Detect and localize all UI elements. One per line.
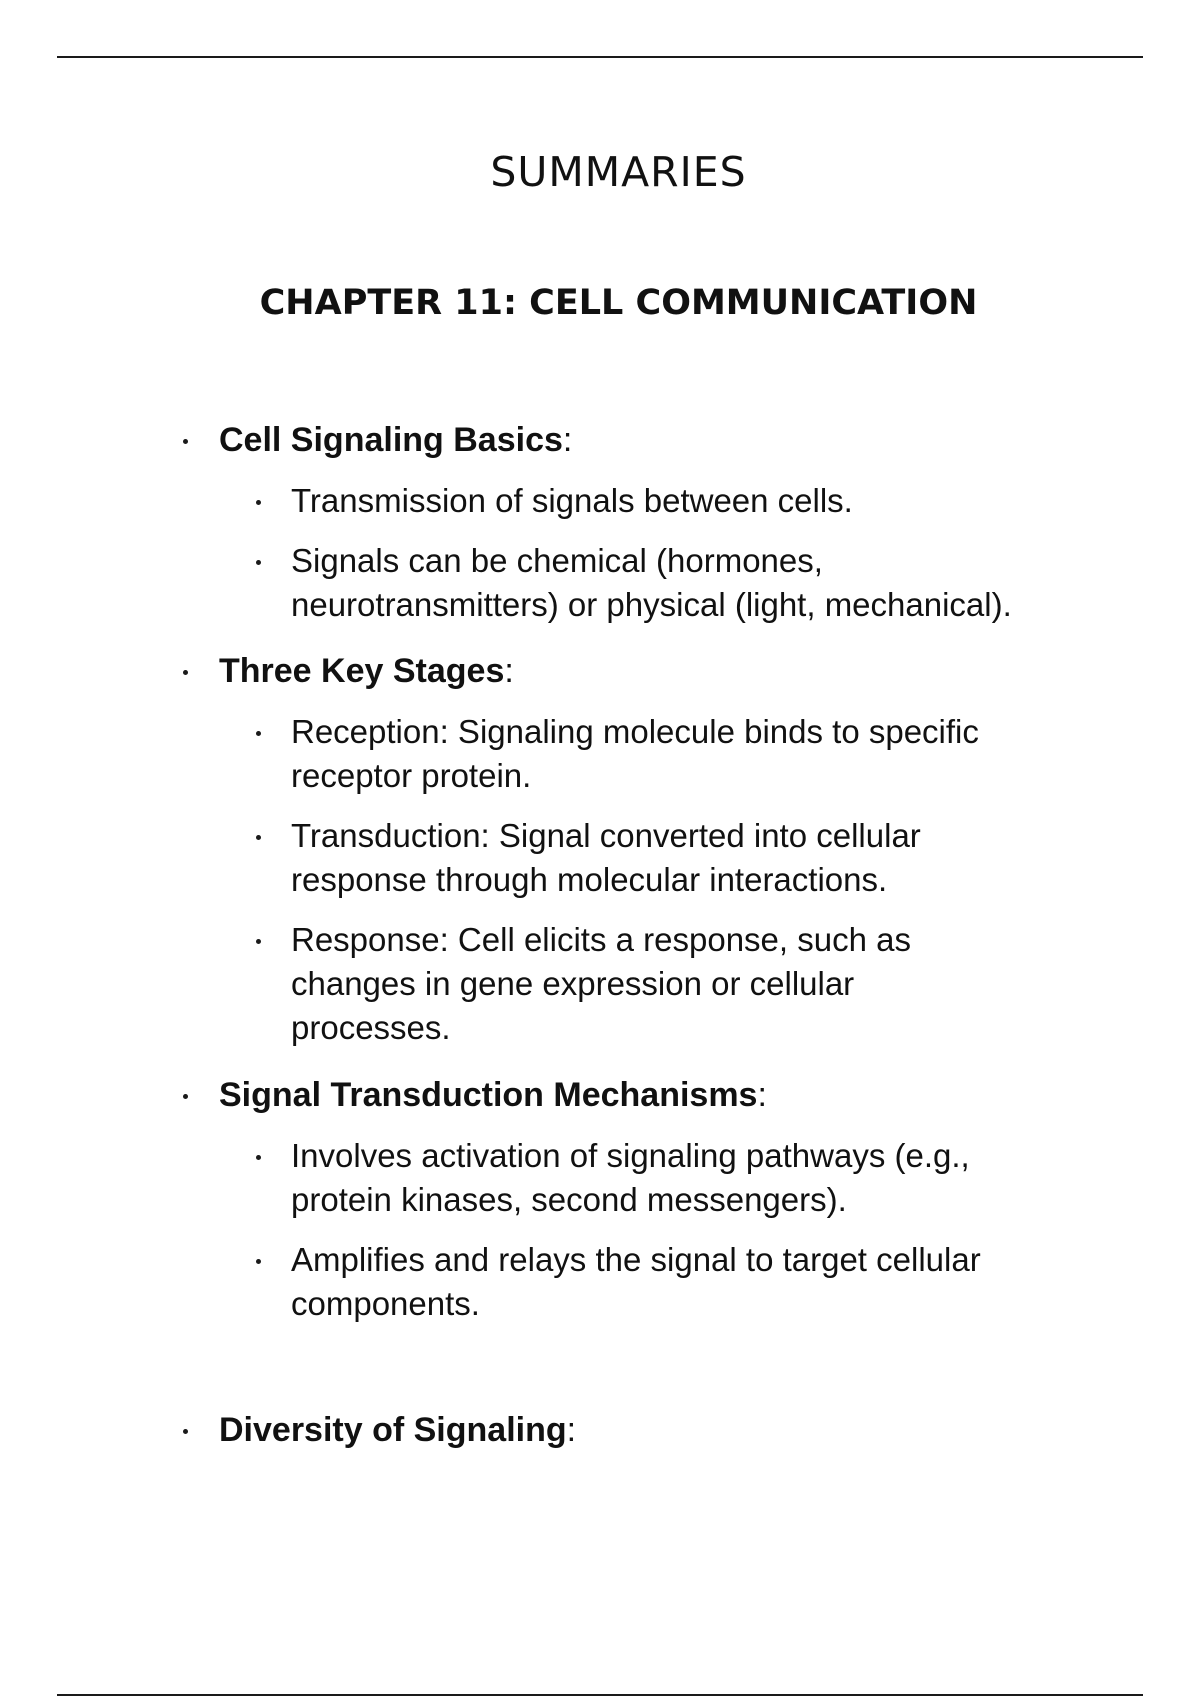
list-item-line: Transduction: Signal converted into cellular — [291, 817, 921, 854]
section-heading — [0, 650, 1200, 692]
list-item-line: response through molecular interactions. — [291, 861, 888, 898]
section-heading-suffix: : — [566, 1411, 577, 1449]
section-heading-suffix: : — [757, 1076, 767, 1114]
sub-list — [0, 710, 1200, 1050]
list-item — [0, 539, 1200, 627]
section-heading-label: Signal Transduction Mechanisms — [219, 1076, 758, 1114]
bullet-icon — [183, 1094, 188, 1099]
list-item-line: Response: Cell elicits a response, such as — [291, 921, 911, 958]
list-item-line: changes in gene expression or cellular — [291, 965, 855, 1002]
section-heading-suffix: : — [504, 652, 514, 690]
bullet-icon — [256, 731, 261, 736]
list-item-line: neurotransmitters) or physical (light, mechanical). — [291, 586, 1012, 623]
list-item-line: Amplifies and relays the signal to target cellular — [291, 1241, 981, 1278]
section-heading-label: Three Key Stages — [219, 652, 505, 690]
list-item-line: components. — [291, 1285, 480, 1322]
list-item-line: receptor protein. — [291, 757, 532, 794]
list-item-line: protein kinases, second messengers). — [291, 1181, 847, 1218]
list-item — [0, 710, 1200, 798]
list-item-line: Signals can be chemical (hormones, — [291, 542, 823, 579]
list-item — [0, 479, 1200, 523]
section-heading — [0, 1074, 1200, 1116]
section-three-key-stages — [0, 650, 1200, 1050]
section-heading — [0, 419, 1200, 461]
section-cell-signaling-basics — [0, 419, 1200, 627]
bullet-icon — [256, 560, 261, 565]
list-item-line: processes. — [291, 1009, 451, 1046]
bullet-icon — [183, 439, 188, 444]
list-item — [0, 814, 1200, 902]
top-rule — [57, 56, 1143, 58]
section-diversity-of-signaling — [0, 1409, 1200, 1451]
section-heading-label: Cell Signaling Basics — [219, 421, 563, 459]
document-title: SUMMARIES — [490, 148, 747, 196]
bottom-rule — [57, 1694, 1143, 1696]
bullet-icon — [183, 1429, 188, 1434]
section-signal-transduction-mechanisms — [0, 1074, 1200, 1326]
section-heading — [0, 1409, 1200, 1451]
section-heading-suffix: : — [562, 421, 573, 459]
list-item — [0, 918, 1200, 1050]
section-heading-label: Diversity of Signaling — [219, 1411, 567, 1449]
list-item — [0, 1134, 1200, 1222]
bullet-icon — [183, 670, 188, 675]
list-item — [0, 1238, 1200, 1326]
bullet-icon — [256, 1259, 261, 1264]
bullet-icon — [256, 939, 261, 944]
chapter-title: CHAPTER 11: CELL COMMUNICATION — [259, 283, 978, 323]
sub-list — [0, 479, 1200, 627]
bullet-icon — [256, 1155, 261, 1160]
bullet-icon — [256, 835, 261, 840]
list-item-line: Reception: Signaling molecule binds to specific — [291, 713, 979, 750]
bullet-icon — [256, 500, 261, 505]
sub-list — [0, 1134, 1200, 1326]
list-item-line: Transmission of signals between cells. — [291, 482, 853, 519]
list-item-line: Involves activation of signaling pathways (e.g., — [291, 1137, 970, 1174]
